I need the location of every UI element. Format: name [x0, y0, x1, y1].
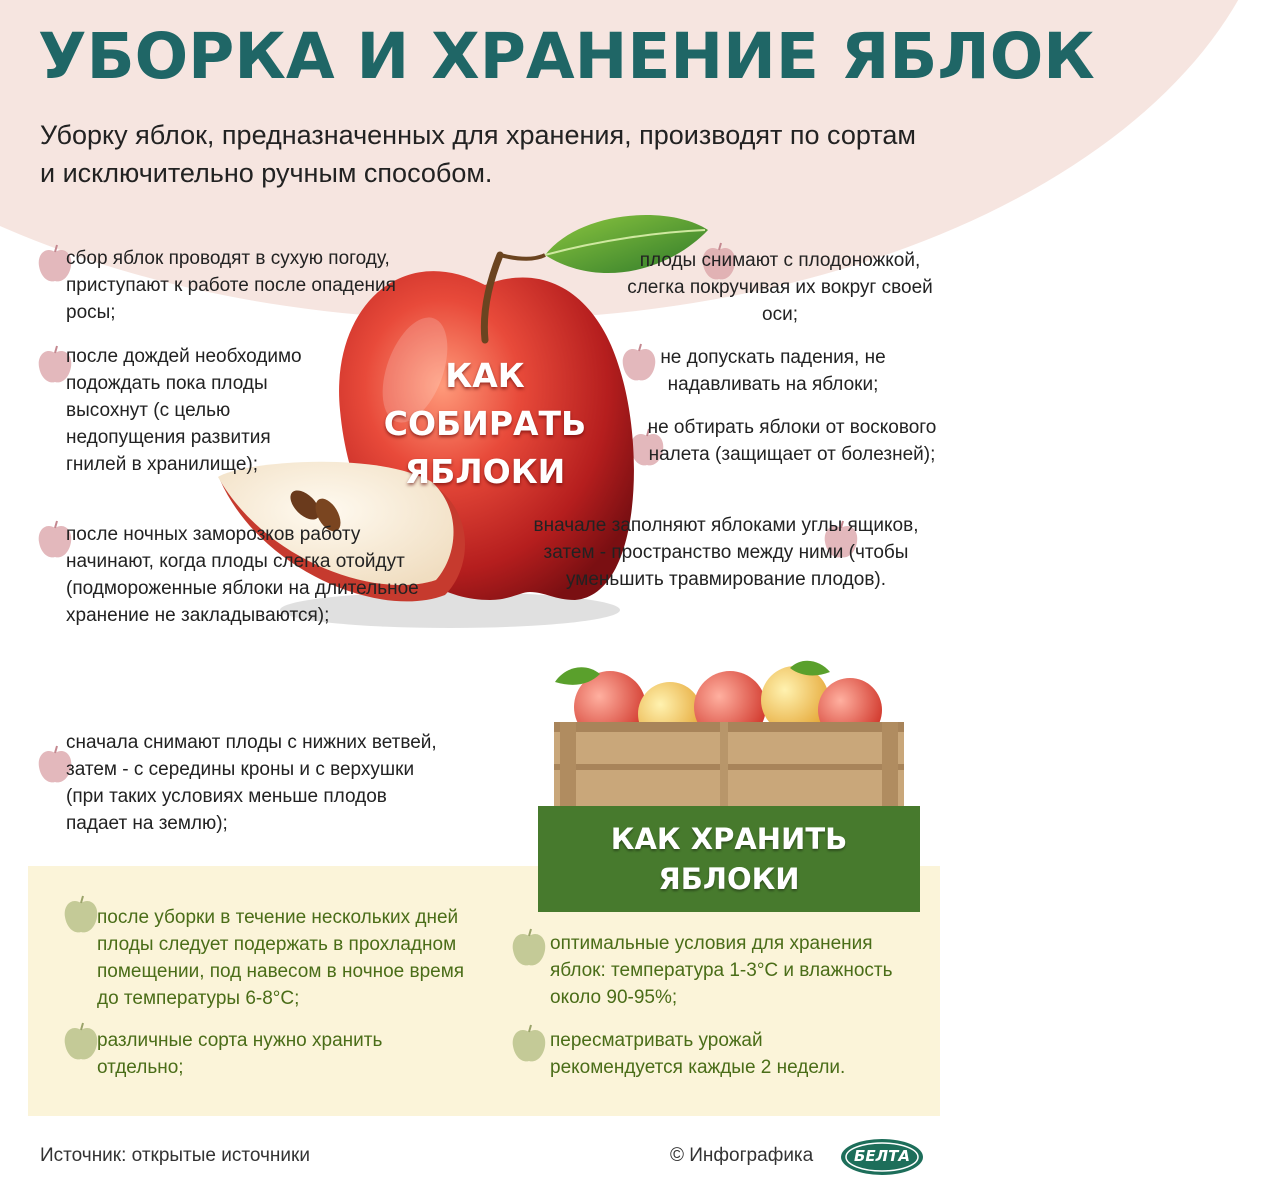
store-heading: КАК ХРАНИТЬ ЯБЛОКИ [610, 822, 848, 896]
store-right-item-1: оптимальные условия для хранения яблок: температура 1-3°С и влажность около 90-95%; [550, 933, 893, 1008]
page-subtitle: Уборку яблок, предназначенных для хранения, производят по сортам и исключительно ручным способом. [40, 120, 916, 188]
store-right-item-2: пересматривать урожай рекомендуется каждые 2 недели. [550, 1030, 846, 1078]
page-title: УБОРКА И ХРАНЕНИЕ ЯБЛОК [38, 20, 1095, 93]
collect-left-item-1: сбор яблок проводят в сухую погоду, приступают к работе после опадения росы; [66, 248, 396, 323]
collect-left-item-2: после дождей необходимо подождать пока плоды высохнут (с целью недопущения развития гнилей в хранилище); [66, 346, 302, 475]
store-heading-box [538, 806, 920, 912]
collect-right-item-4: вначале заполняют яблоками углы ящиков, затем - пространство между ними (чтобы уменьшить травмирование плодов). [533, 515, 919, 590]
source-text: Источник: открытые источники [40, 1145, 310, 1166]
collect-heading: КАК СОБИРАТЬ ЯБЛОКИ [383, 356, 587, 491]
apple-bullet-icon [62, 1022, 100, 1062]
store-left-item-1: после уборки в течение нескольких дней плоды следует подержать в прохладном помещении, под навесом в ночное время до температуры 6-8°С; [97, 907, 465, 1009]
apple-crate-illustration [540, 652, 920, 822]
apple-bullet-icon [62, 895, 100, 935]
apple-bullet-icon [510, 1024, 548, 1064]
collect-right-item-1: плоды снимают с плодоножкой, слегка покручивая их вокруг своей оси; [627, 250, 933, 325]
belta-logo [840, 1138, 924, 1176]
credit-text: © Инфографика [670, 1145, 814, 1166]
collect-left-item-3: после ночных заморозков работу начинают, когда плоды слегка отойдут (подмороженные яблоки на длительное хранение не закладываются); [66, 524, 419, 626]
store-left-item-2: различные сорта нужно хранить отдельно; [97, 1030, 383, 1078]
collect-right-item-3: не обтирать яблоки от воскового налета (защищает от болезней); [647, 417, 937, 465]
collect-right-item-2: не допускать падения, не надавливать на яблоки; [660, 347, 886, 395]
apple-bullet-icon [510, 928, 548, 968]
belta-logo-text: БЕЛТА [854, 1147, 910, 1165]
collect-left-item-4: сначала снимают плоды с нижних ветвей, затем - с середины кроны и с верхушки (при таких условиях меньше плодов падает на землю); [66, 732, 437, 834]
